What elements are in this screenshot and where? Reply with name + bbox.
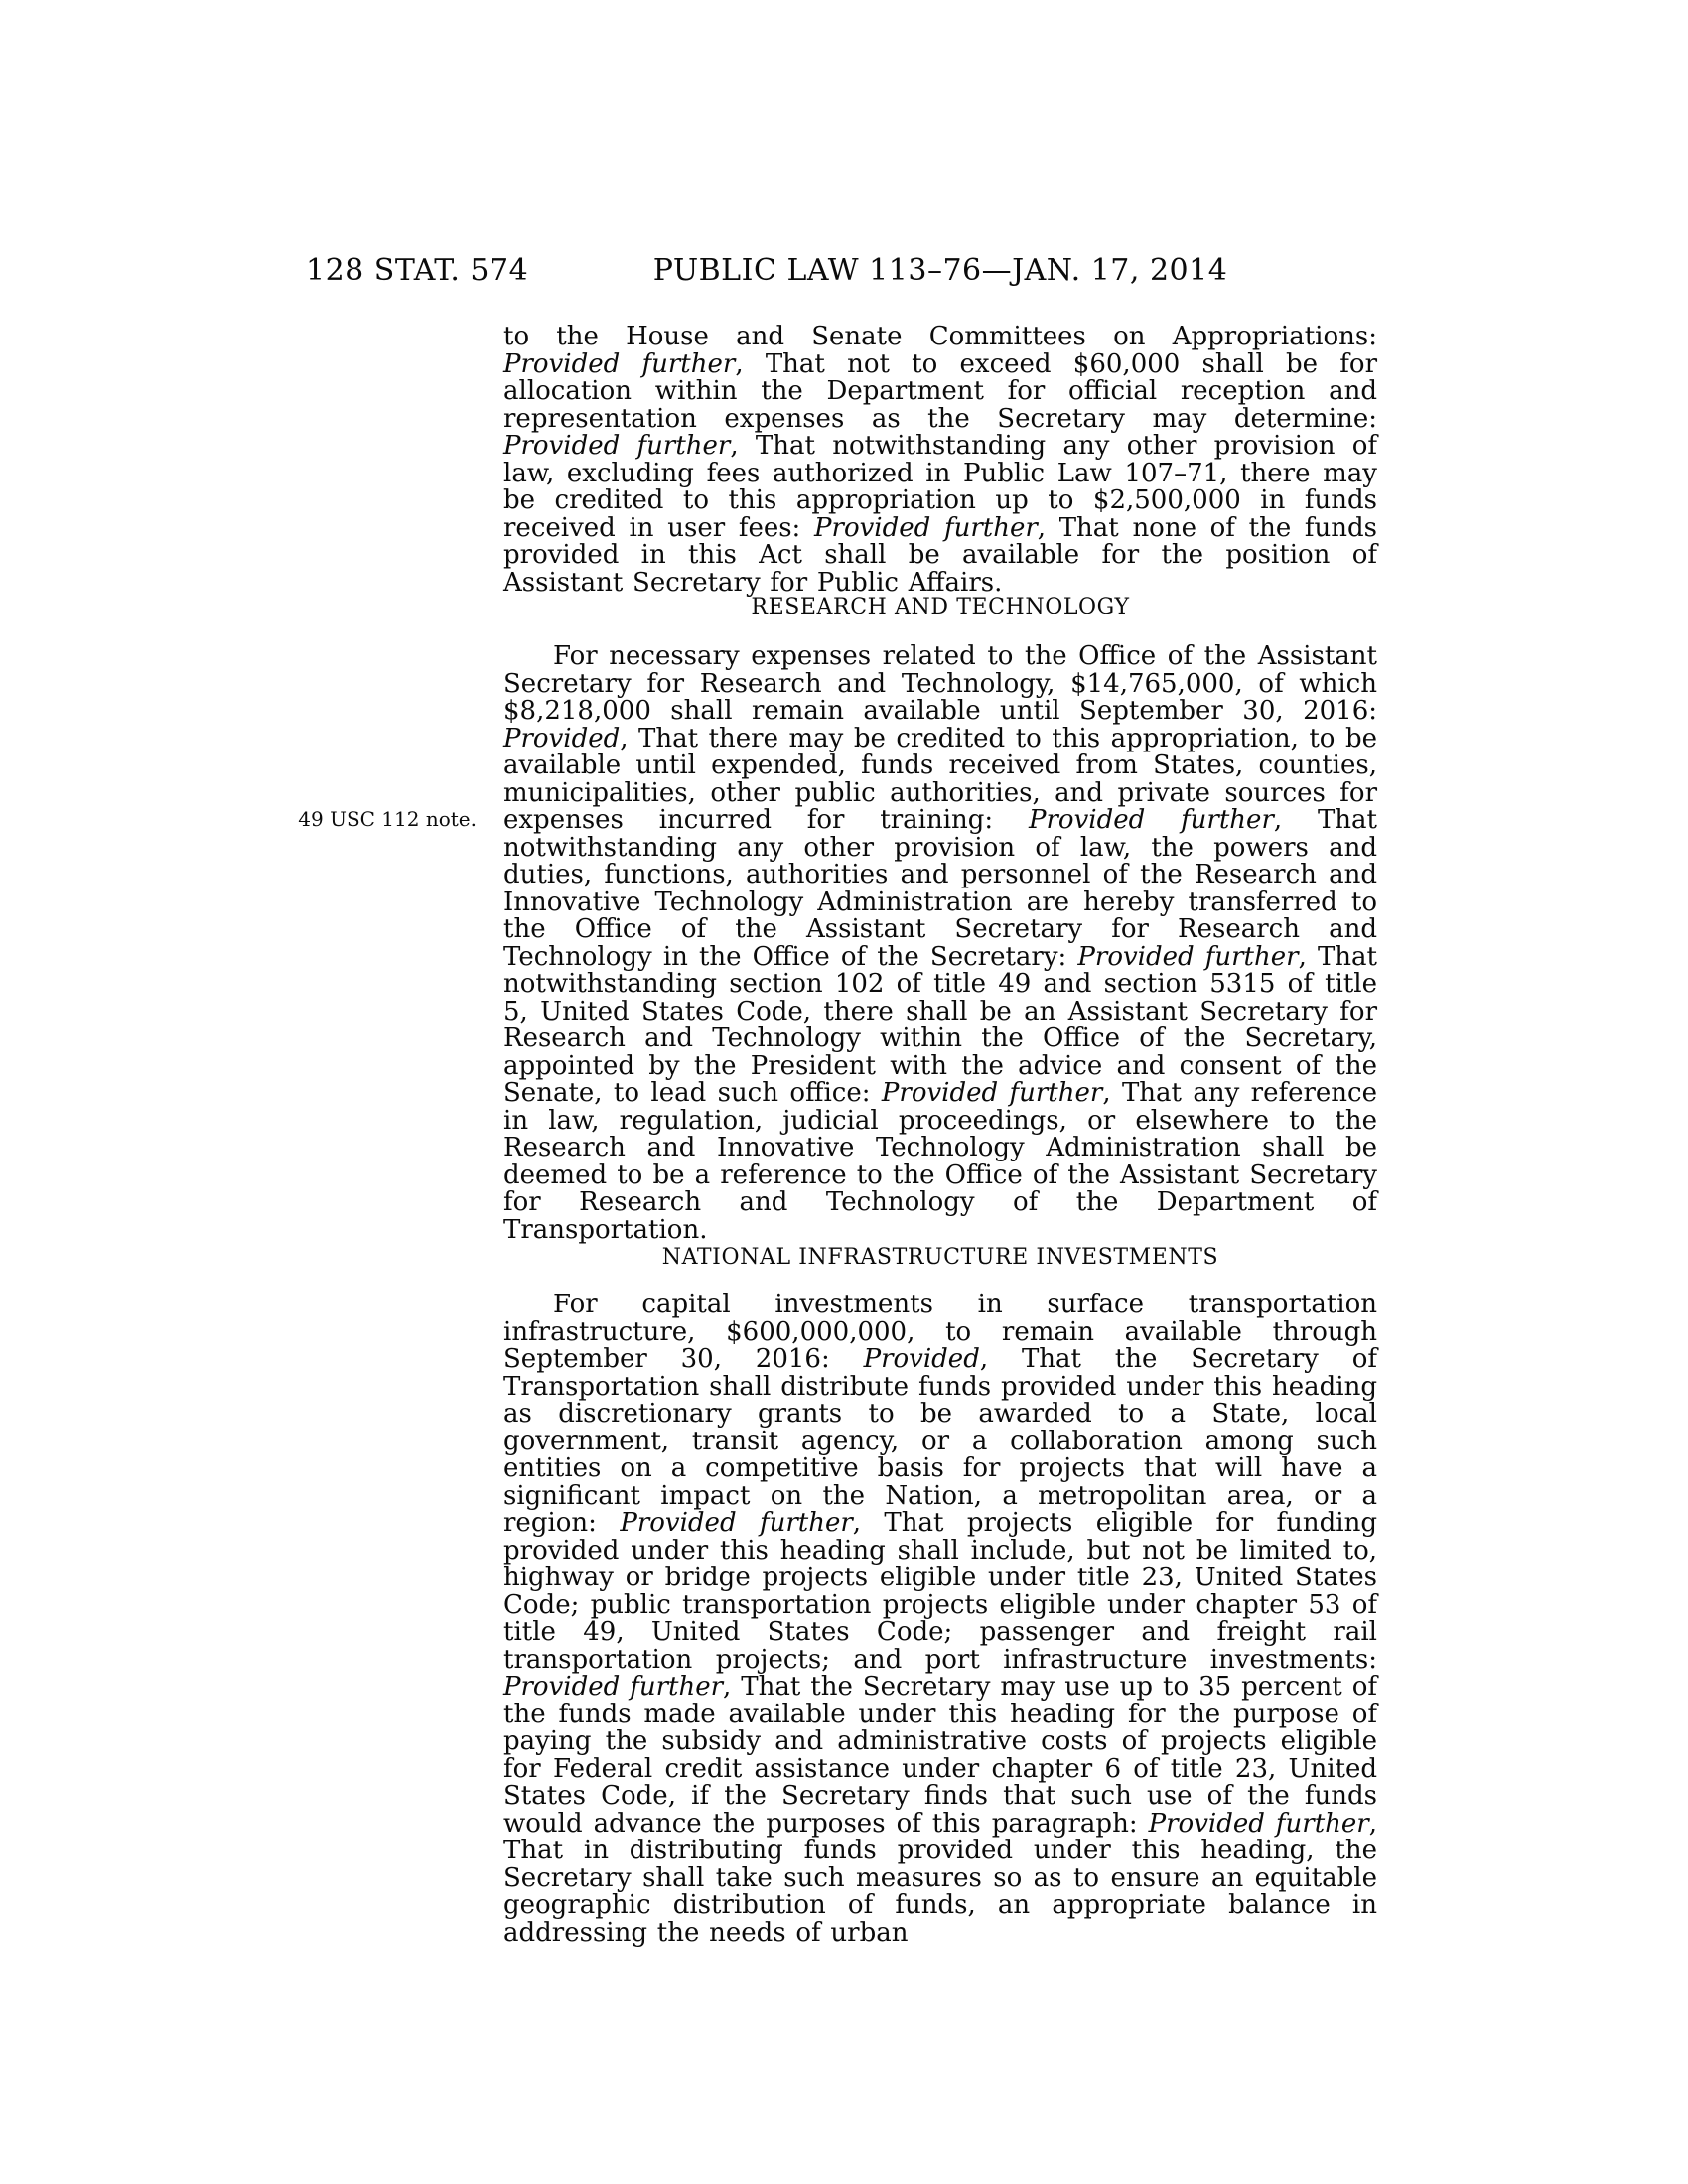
paragraph-national-infrastructure-investments: For capital investments in surface transportation infrastructure, $600,000,000, to remain available through September 30, 2016: Provided, That the Secretary of Transportation shall distribute funds provided under this heading as discretionary grants to be awarded to a State, local government, transit agency, or a collaboration among such entities on a competitive basis for projects that will have a significant impact on the Nation, a metropolitan area, or a region: Provided further, That projects eligible for funding provided under this heading shall include, but not be limited to, highway or bridge projects eligible under title 23, United States Code; public transportation projects eligible under chapter 53 of title 49, United States Code; passenger and freight rail transportation projects; and port infrastructure investments: Provided further, That the Secretary may use up to 35 percent of the funds made available under this heading for the purpose of paying the subsidy and administrative costs of projects eligible for Federal credit assistance under chapter 6 of title 23, United States Code, if the Secretary finds that such use of the funds would advance the purposes of this paragraph: Provided further, That in distributing funds provided under this heading, the Secretary shall take such measures so as to ensure an equitable geographic distribution of funds, an appropriate balance in addressing the needs of urban bbox=[503, 1290, 1378, 1948]
margin-note-usc-citation: 49 USC 112 note. bbox=[298, 807, 477, 831]
paragraph-research-and-technology: For necessary expenses related to the Office of the Assistant Secretary for Research and Technology, $14,765,000, of which $8,218,000 shall remain available until September 30, 2016: Provided, That there may be credited to this appropriation, to be available until expended, funds received from States, counties, municipalities, other public authorities, and private sources for expenses incurred for training: Provided further, That notwithstanding any other provision of law, the powers and duties, functions, authorities and personnel of the Research and Innovative Technology Administration are hereby transferred to the Office of the Assistant Secretary for Research and Technology in the Office of the Secretary: Provided further, That notwithstanding section 102 of title 49 and section 5315 of title 5, United States Code, there shall be an Assistant Secretary for Research and Technology within the Office of the Secretary, appointed by the President with the advice and consent of the Senate, to lead such office: Provided further, That any reference in law, regulation, judicial proceedings, or elsewhere to the Research and Innovative Technology Administration shall be deemed to be a reference to the Office of the Assistant Secretary for Research and Technology of the Department of Transportation. bbox=[503, 641, 1378, 1245]
statute-text-column bbox=[503, 0, 1377, 2184]
law-title: PUBLIC LAW 113–76—JAN. 17, 2014 bbox=[652, 253, 1228, 288]
section-heading-national-infrastructure-investments: NATIONAL INFRASTRUCTURE INVESTMENTS bbox=[661, 1245, 1219, 1270]
stat-page-number: 128 STAT. 574 bbox=[306, 253, 529, 288]
paragraph-appropriations-continuation: to the House and Senate Committees on Appropriations: Provided further, That not to exceed $60,000 shall be for allocation within the Department for official reception and representation expenses as the Secretary may determine: Provided further, That notwithstanding any other provision of law, excluding fees authorized in Public Law 107–71, there may be credited to this appropriation up to $2,500,000 in funds received in user fees: Provided further, That none of the funds provided in this Act shall be available for the position of Assistant Secretary for Public Affairs. bbox=[503, 322, 1377, 598]
section-heading-research-and-technology: RESEARCH AND TECHNOLOGY bbox=[751, 595, 1130, 619]
